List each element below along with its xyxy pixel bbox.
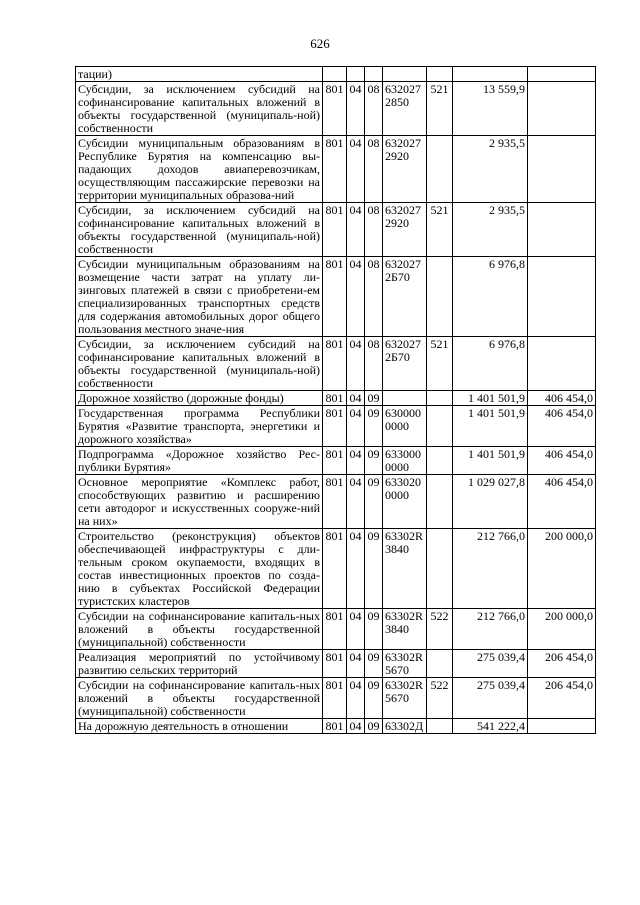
table-row <box>76 67 596 82</box>
row-expense-type-code <box>427 650 453 678</box>
row-amount-total: 13 559,9 <box>453 82 528 136</box>
row-name: Государственная программа Республики Бурятия «Развитие транспорта, энергетики и дорожного хозяйства» <box>76 406 323 447</box>
row-subsection-code: 08 <box>365 337 383 391</box>
row-amount-total: 1 401 501,9 <box>453 406 528 447</box>
table-row <box>76 447 596 475</box>
row-target-article-code: 633000 0000 <box>383 447 427 475</box>
row-target-article-code: 63302R 3840 <box>383 529 427 609</box>
row-name: Субсидии муниципальным образованиям на возмещение части затрат на уплату ли-зинговых платежей в связи с приобретени-ем специализированных транспортных средств для содержания автомобильных дорог общего пользования местного значе-ния <box>76 257 323 337</box>
row-amount-total <box>453 67 528 82</box>
row-amount-total: 212 766,0 <box>453 529 528 609</box>
row-target-article-code: 63302R 5670 <box>383 678 427 719</box>
row-admin-code: 801 <box>323 82 347 136</box>
row-amount-total: 1 401 501,9 <box>453 391 528 406</box>
row-target-article-code: 632027 2920 <box>383 203 427 257</box>
row-admin-code: 801 <box>323 678 347 719</box>
row-target-article-code: 632027 2850 <box>383 82 427 136</box>
row-subsection-code: 09 <box>365 475 383 529</box>
table-row <box>76 678 596 719</box>
table-row <box>76 82 596 136</box>
row-section-code: 04 <box>347 475 365 529</box>
row-expense-type-code <box>427 406 453 447</box>
table-row <box>76 203 596 257</box>
row-section-code: 04 <box>347 678 365 719</box>
table-row <box>76 136 596 203</box>
row-amount-total: 2 935,5 <box>453 136 528 203</box>
row-name: На дорожную деятельность в отношении <box>76 719 323 734</box>
row-amount-total: 275 039,4 <box>453 678 528 719</box>
row-expense-type-code: 522 <box>427 678 453 719</box>
row-expense-type-code: 521 <box>427 82 453 136</box>
row-amount-federal: 406 454,0 <box>528 447 596 475</box>
row-amount-federal <box>528 82 596 136</box>
row-amount-federal <box>528 337 596 391</box>
row-amount-total: 6 976,8 <box>453 337 528 391</box>
row-amount-federal: 206 454,0 <box>528 650 596 678</box>
row-name: Основное мероприятие «Комплекс работ, способствующих развитию и расширению сети автодорог и искусственных сооруже-ний на них» <box>76 475 323 529</box>
row-subsection-code <box>365 67 383 82</box>
table-row <box>76 391 596 406</box>
row-target-article-code <box>383 67 427 82</box>
row-name: Субсидии на софинансирование капиталь-ных вложений в объекты государственной (муниципальной) собственности <box>76 609 323 650</box>
row-amount-federal <box>528 203 596 257</box>
row-admin-code: 801 <box>323 447 347 475</box>
row-admin-code: 801 <box>323 650 347 678</box>
row-target-article-code: 632027 2920 <box>383 136 427 203</box>
row-amount-federal: 406 454,0 <box>528 391 596 406</box>
table-row <box>76 337 596 391</box>
row-subsection-code: 08 <box>365 82 383 136</box>
row-section-code: 04 <box>347 257 365 337</box>
table-row <box>76 406 596 447</box>
table-row <box>76 719 596 734</box>
table-row <box>76 650 596 678</box>
row-admin-code: 801 <box>323 391 347 406</box>
row-amount-total: 1 029 027,8 <box>453 475 528 529</box>
row-subsection-code: 08 <box>365 203 383 257</box>
budget-table <box>75 66 596 734</box>
row-subsection-code: 09 <box>365 391 383 406</box>
row-section-code: 04 <box>347 406 365 447</box>
page-number: 626 <box>310 36 330 51</box>
row-subsection-code: 08 <box>365 257 383 337</box>
row-admin-code: 801 <box>323 337 347 391</box>
row-amount-total: 2 935,5 <box>453 203 528 257</box>
row-subsection-code: 09 <box>365 719 383 734</box>
row-admin-code <box>323 67 347 82</box>
row-target-article-code: 63302R 3840 <box>383 609 427 650</box>
row-section-code: 04 <box>347 391 365 406</box>
row-target-article-code: 632027 2Б70 <box>383 257 427 337</box>
row-admin-code: 801 <box>323 257 347 337</box>
row-target-article-code: 63302R 5670 <box>383 650 427 678</box>
row-target-article-code: 632027 2Б70 <box>383 337 427 391</box>
row-expense-type-code <box>427 391 453 406</box>
row-target-article-code: 630000 0000 <box>383 406 427 447</box>
row-name: Подпрограмма «Дорожное хозяйство Рес-публики Бурятия» <box>76 447 323 475</box>
row-amount-federal: 206 454,0 <box>528 678 596 719</box>
row-section-code <box>347 67 365 82</box>
row-section-code: 04 <box>347 719 365 734</box>
row-name: Реализация мероприятий по устойчивому развитию сельских территорий <box>76 650 323 678</box>
row-expense-type-code <box>427 475 453 529</box>
row-admin-code: 801 <box>323 719 347 734</box>
row-admin-code: 801 <box>323 529 347 609</box>
row-amount-total: 212 766,0 <box>453 609 528 650</box>
row-subsection-code: 09 <box>365 529 383 609</box>
row-amount-federal <box>528 136 596 203</box>
row-expense-type-code: 521 <box>427 337 453 391</box>
row-name: Субсидии на софинансирование капиталь-ных вложений в объекты государственной (муниципальной) собственности <box>76 678 323 719</box>
row-amount-federal <box>528 67 596 82</box>
row-admin-code: 801 <box>323 136 347 203</box>
row-target-article-code: 63302Д <box>383 719 427 734</box>
row-expense-type-code <box>427 529 453 609</box>
row-amount-total: 1 401 501,9 <box>453 447 528 475</box>
row-subsection-code: 09 <box>365 406 383 447</box>
row-amount-total: 541 222,4 <box>453 719 528 734</box>
row-target-article-code: 633020 0000 <box>383 475 427 529</box>
table-row <box>76 609 596 650</box>
row-admin-code: 801 <box>323 203 347 257</box>
row-section-code: 04 <box>347 203 365 257</box>
row-amount-federal <box>528 719 596 734</box>
row-amount-federal: 406 454,0 <box>528 406 596 447</box>
row-expense-type-code <box>427 719 453 734</box>
row-subsection-code: 08 <box>365 136 383 203</box>
row-section-code: 04 <box>347 136 365 203</box>
row-amount-federal: 200 000,0 <box>528 609 596 650</box>
row-name: Дорожное хозяйство (дорожные фонды) <box>76 391 323 406</box>
row-name: Субсидии, за исключением субсидий на софинансирование капитальных вложений в объекты государственной (муниципаль-ной) собственности <box>76 203 323 257</box>
row-amount-federal: 200 000,0 <box>528 529 596 609</box>
row-expense-type-code <box>427 257 453 337</box>
row-admin-code: 801 <box>323 609 347 650</box>
row-admin-code: 801 <box>323 406 347 447</box>
row-section-code: 04 <box>347 337 365 391</box>
row-expense-type-code: 522 <box>427 609 453 650</box>
row-name: Субсидии, за исключением субсидий на софинансирование капитальных вложений в объекты государственной (муниципаль-ной) собственности <box>76 82 323 136</box>
row-subsection-code: 09 <box>365 650 383 678</box>
budget-table-body <box>76 67 596 734</box>
row-amount-federal: 406 454,0 <box>528 475 596 529</box>
row-section-code: 04 <box>347 447 365 475</box>
row-expense-type-code <box>427 136 453 203</box>
row-subsection-code: 09 <box>365 678 383 719</box>
table-row <box>76 257 596 337</box>
row-name: тации) <box>76 67 323 82</box>
row-amount-federal <box>528 257 596 337</box>
row-admin-code: 801 <box>323 475 347 529</box>
row-subsection-code: 09 <box>365 609 383 650</box>
row-expense-type-code <box>427 447 453 475</box>
row-section-code: 04 <box>347 82 365 136</box>
row-name: Строительство (реконструкция) объектов обеспечивающей инфраструктуры с дли-тельным сроком окупаемости, входящих в состав инвестиционных проектов по созда-нию в субъектах Российской Федерации туристских кластеров <box>76 529 323 609</box>
row-subsection-code: 09 <box>365 447 383 475</box>
row-target-article-code <box>383 391 427 406</box>
row-name: Субсидии, за исключением субсидий на софинансирование капитальных вложений в объекты государственной (муниципаль-ной) собственности <box>76 337 323 391</box>
row-section-code: 04 <box>347 650 365 678</box>
table-row <box>76 529 596 609</box>
row-name: Субсидии муниципальным образованиям в Республике Бурятия на компенсацию вы-падающих доходов авиаперевозчикам, осуществляющим пассажирские перевозки на территории муниципальных образова-ний <box>76 136 323 203</box>
row-amount-total: 6 976,8 <box>453 257 528 337</box>
row-expense-type-code <box>427 67 453 82</box>
table-row <box>76 475 596 529</box>
row-amount-total: 275 039,4 <box>453 650 528 678</box>
row-section-code: 04 <box>347 529 365 609</box>
row-section-code: 04 <box>347 609 365 650</box>
row-expense-type-code: 521 <box>427 203 453 257</box>
